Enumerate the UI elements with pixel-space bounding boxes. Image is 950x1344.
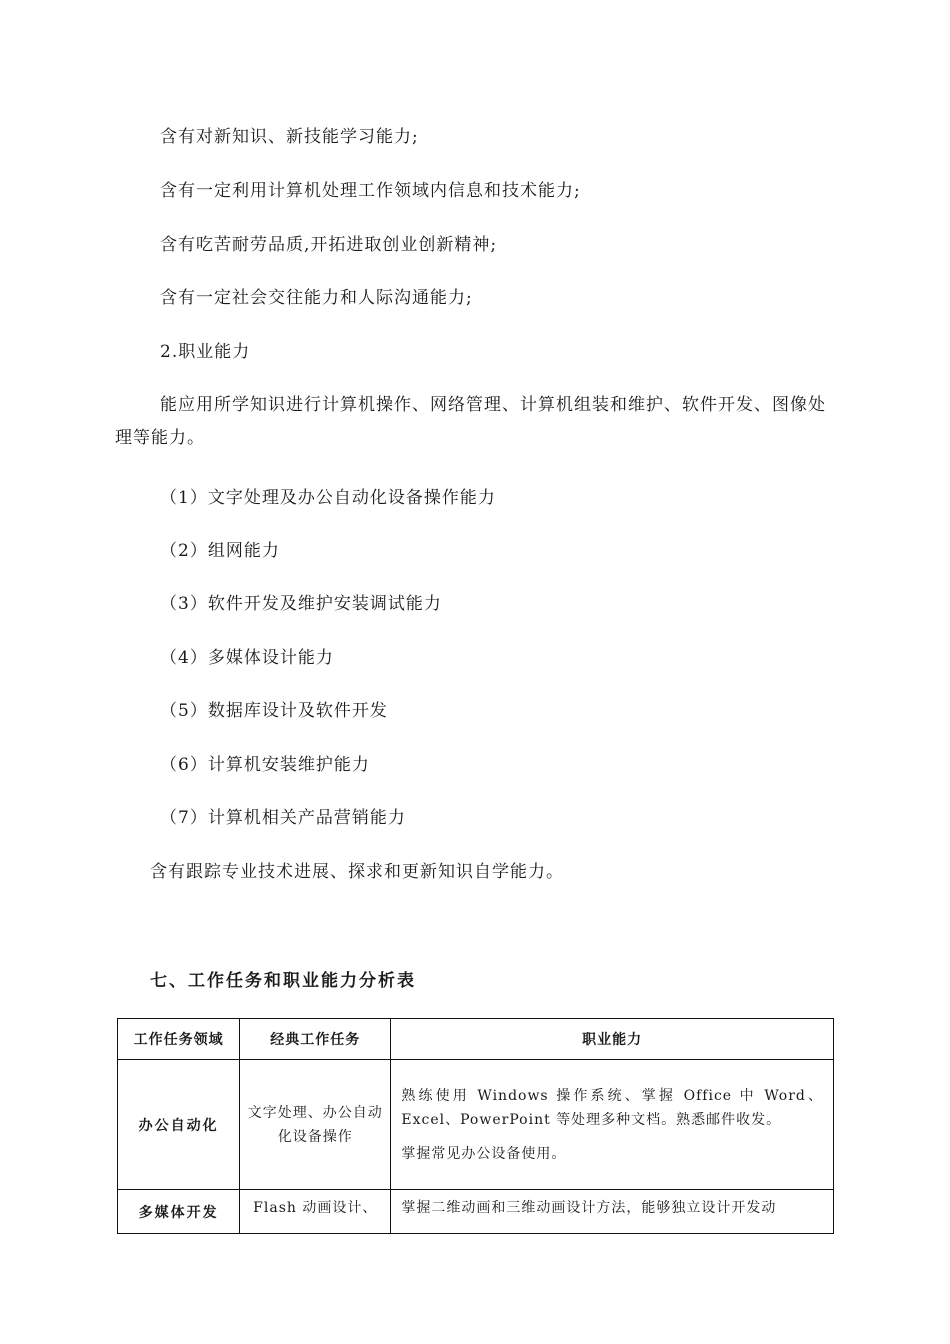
closing-line: 含有跟踪专业技术进展、探求和更新知识自学能力。: [150, 862, 564, 882]
row-ability: [391, 1060, 834, 1190]
row-domain: 多媒体开发: [118, 1190, 240, 1234]
ability-line-3: 含有吃苦耐劳品质,开拓进取创业创新精神;: [160, 235, 498, 255]
ability-line-1: 含有对新知识、新技能学习能力;: [160, 127, 419, 147]
list-item-6: （6）计算机安装维护能力: [160, 755, 370, 775]
table-row: [118, 1060, 834, 1190]
row-task: 文字处理、办公自动化设备操作: [240, 1060, 391, 1190]
ability-text: 掌握常见办公设备使用。: [401, 1145, 567, 1162]
header-ability: 职业能力: [391, 1019, 834, 1060]
ability-line-4: 含有一定社会交往能力和人际沟通能力;: [160, 288, 473, 308]
professional-ability-paragraph: 能应用所学知识进行计算机操作、网络管理、计算机组装和维护、软件开发、图像处理等能力。: [115, 395, 826, 448]
list-item-3: （3）软件开发及维护安装调试能力: [160, 594, 442, 614]
row-domain: 办公自动化: [118, 1060, 240, 1190]
list-item-5: （5）数据库设计及软件开发: [160, 701, 388, 721]
list-item-2: （2）组网能力: [160, 541, 280, 561]
header-task: 经典工作任务: [240, 1019, 391, 1060]
row-ability: [391, 1190, 834, 1234]
ability-text: 掌握二维动画和三维动画设计方法，能够独立设计开发动: [401, 1200, 777, 1216]
row-task: Flash 动画设计、: [240, 1190, 391, 1234]
list-item-7: （7）计算机相关产品营销能力: [160, 808, 406, 828]
header-domain: 工作任务领域: [118, 1019, 240, 1060]
ability-text: 熟练使用 Windows 操作系统、掌握 Office 中 Word、Excel、PowerPoint 等处理多种文档。熟悉邮件收发。: [401, 1087, 823, 1128]
list-item-1: （1）文字处理及办公自动化设备操作能力: [160, 488, 496, 508]
list-item-4: （4）多媒体设计能力: [160, 648, 334, 668]
task-ability-table: [117, 1018, 834, 1234]
subsection-heading: 2.职业能力: [160, 342, 251, 362]
table-header-row: [118, 1019, 834, 1060]
ability-line-2: 含有一定利用计算机处理工作领域内信息和技术能力;: [160, 181, 581, 201]
section-heading: 七、工作任务和职业能力分析表: [150, 971, 416, 991]
table-row: [118, 1190, 834, 1234]
